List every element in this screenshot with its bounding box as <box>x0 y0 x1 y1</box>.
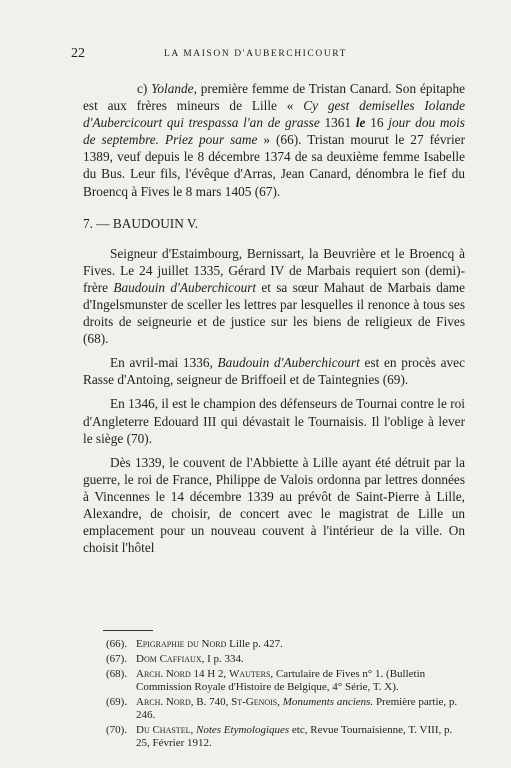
paragraph-yolande: c) Yolande, première femme de Tristan Canard. Son épitaphe est aux frères mineurs de Lille « Cy gest demiselles Iolande d'Aubercicourt qui trespassa l'an de grasse 1361 le 16 jour dou mois de septembre. Priez pour same » (66). Tristan mourut le 27 février 1389, veuf depuis le 8 décembre 1374 de sa deuxième femme Isabelle du Bus. Leur fils, l'évêque d'Arras, Jean Canard, dénombra le fief du Broencq à Fives le 8 mars 1405 (67). <box>83 81 466 199</box>
page-number: 22 <box>71 46 85 61</box>
footnote: (68). Arch. Nord 14 H 2, Wauters, Cartulaire de Fives n° 1. (Bulletin Commission Royale d'Histoire de Belgique, 4° Série, T. X). <box>106 668 426 693</box>
footnote: (66). Epigraphie du Nord Lille p. 427. <box>106 638 283 650</box>
epitaph-text: Cy gest demiselles Iolande d'Aubercicourt qui trespassa l'an de grasse <box>83 98 465 131</box>
section-heading: 7. — BAUDOUIN V. <box>83 215 199 231</box>
footnote: (70). Du Chastel, Notes Etymologiques etc, Revue Tournaisienne, T. VIII, p. 25, Février 1912. <box>106 724 453 749</box>
page-header <box>0 46 511 66</box>
footnote: (67). Dom Caffiaux, I p. 334. <box>106 653 244 665</box>
footnote-divider <box>103 630 153 631</box>
paragraph-1336: En avril-mai 1336, Baudouin d'Auberchicourt est en procès avec Rasse d'Antoing, seigneur de Briffoeil et de Taintegnies (69). <box>83 355 465 388</box>
running-title: LA MAISON D'AUBERCHICOURT <box>163 49 348 59</box>
epitaph-text-2: jour dou mois de septembre. Priez pour same <box>83 115 465 148</box>
person-name: Yolande, <box>151 81 197 96</box>
footnote: (69). Arch. Nord, B. 740, St-Genois, Monuments anciens. Première partie, p. 246. <box>106 696 458 721</box>
paragraph-1339: Dès 1339, le couvent de l'Abbiette à Lille ayant été détruit par la guerre, le roi de France, Philippe de Valois ordonna par lettres données à Vincennes le 14 décembre 1339 au prévôt de Saint-Pierre à Lille, Alexandre, de choisir, de concert avec le magistrat de Lille un emplacement pour un nouveau couvent à l'intérieur de la ville. On choisit l'hôtel <box>83 454 465 556</box>
page-body <box>83 80 465 556</box>
person-name: Baudouin d'Auberchicourt <box>113 279 257 295</box>
item-marker: c) <box>137 81 148 96</box>
paragraph-1346: En 1346, il est le champion des défenseurs de Tournai contre le roi d'Angleterre Edouard III qui dévastait le Tournaisis. Il l'oblige à lever le siège (70). <box>83 396 465 446</box>
footnotes <box>106 638 468 752</box>
paragraph-seigneur: Seigneur d'Estaimbourg, Bernissart, la Beuvrière et le Broencq à Fives. Le 24 juillet 1335, Gérard IV de Marbais requiert son (demi)-frère Baudouin d'Auberchicourt et sa sœur Mahaut de Marbais dame d'Ingelsmunster de sceller les lettres par lesquelles il renonce à tous ses droits de seigneurie et de justice sur les biens de religieux de Fives (68). <box>83 245 465 347</box>
person-name: Baudouin d'Auberchicourt <box>217 355 360 371</box>
